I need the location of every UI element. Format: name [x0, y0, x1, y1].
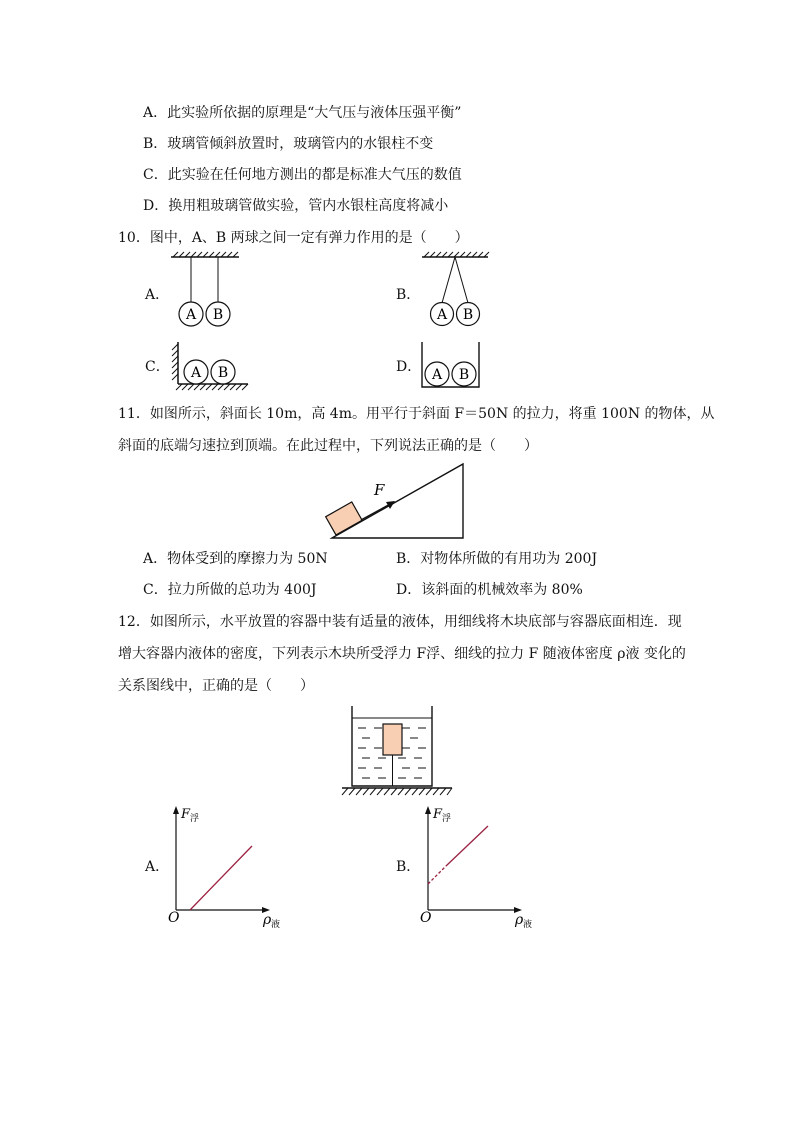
q12-graph-a: [166, 804, 286, 928]
q10-stem: 10．图中，A、B 两球之间一定有弹力作用的是（ ）: [118, 230, 469, 246]
q12-graph-a-origin: O: [168, 910, 180, 926]
q10-label-c: C．: [145, 359, 170, 375]
q12-graph-b: [418, 804, 538, 928]
q12-graph-a-y-axis: F: [181, 807, 191, 822]
q12-container-figure: [340, 704, 456, 800]
q12-graph-a-y-axis-sub: 浮: [190, 814, 200, 824]
q12-graph-label-a: A．: [145, 859, 170, 875]
q11-stem-line2: 斜面的底端匀速拉到顶端。在此过程中，下列说法正确的是（ ）: [118, 438, 538, 454]
q9-option-a: A．此实验所依据的原理是“大气压与液体压强平衡”: [143, 105, 462, 121]
q12-graph-b-x-axis-sub: 液: [523, 920, 533, 930]
q12-graph-b-line: [446, 826, 488, 866]
q10-figure-a: [165, 252, 245, 332]
q9-option-c: C．此实验在任何地方测出的都是标准大气压的数值: [143, 167, 462, 183]
q12-graph-b-x-axis: ρ: [515, 912, 524, 928]
q10-label-d: D．: [396, 359, 422, 375]
q10-c-ball-a: A: [190, 365, 202, 381]
q10-figure-b: [420, 252, 492, 332]
q10-d-ball-a: A: [431, 367, 443, 383]
q10-figure-c: [168, 340, 250, 396]
q12-graph-b-dashed-line: [428, 866, 446, 884]
q9-option-d: D．换用粗玻璃管做实验，管内水银柱高度将减小: [143, 198, 449, 214]
q11-option-a: A．物体受到的摩擦力为 50N: [143, 551, 328, 567]
q10-d-ball-b: B: [458, 367, 470, 383]
q12-graph-a-line: [190, 846, 252, 910]
q12-graph-b-origin: O: [420, 910, 432, 926]
q11-option-b: B．对物体所做的有用功为 200J: [396, 551, 598, 567]
q10-label-b: B．: [396, 287, 421, 303]
q10-figure-d: [420, 342, 482, 390]
q10-a-ball-b: B: [212, 307, 224, 323]
q12-stem-line3: 关系图线中，正确的是（ ）: [118, 678, 314, 694]
q10-b-ball-a: A: [436, 307, 448, 323]
q10-label-a: A．: [145, 287, 170, 303]
q12-graph-b-y-axis: F: [433, 807, 443, 822]
q11-force-label: F: [374, 481, 385, 499]
q10-a-ball-a: A: [185, 307, 197, 323]
q10-c-ball-b: B: [217, 365, 229, 381]
q12-graph-b-y-axis-sub: 浮: [442, 814, 452, 824]
q9-option-b: B．玻璃管倾斜放置时，玻璃管内的水银柱不变: [143, 136, 434, 152]
q12-stem-line1: 12．如图所示，水平放置的容器中装有适量的液体，用细线将木块底部与容器底面相连．现: [118, 614, 682, 630]
q12-graph-label-b: B．: [396, 859, 421, 875]
q12-graph-a-x-axis-sub: 液: [271, 920, 281, 930]
q11-stem-line1: 11．如图所示，斜面长 10m，高 4m。用平行于斜面 F＝50N 的拉力，将重 100N 的物体，从: [118, 406, 715, 422]
q12-graph-a-x-axis: ρ: [263, 912, 272, 928]
q11-option-d: D．该斜面的机械效率为 80%: [396, 582, 583, 598]
q12-wood-block: [383, 724, 402, 755]
q11-incline-figure: [328, 460, 468, 542]
q11-option-c: C．拉力所做的总功为 400J: [143, 582, 317, 598]
q10-b-ball-b: B: [462, 307, 474, 323]
q12-stem-line2: 增大容器内液体的密度，下列表示木块所受浮力 F浮、细线的拉力 F 随液体密度 ρ液 变化的: [118, 646, 686, 662]
